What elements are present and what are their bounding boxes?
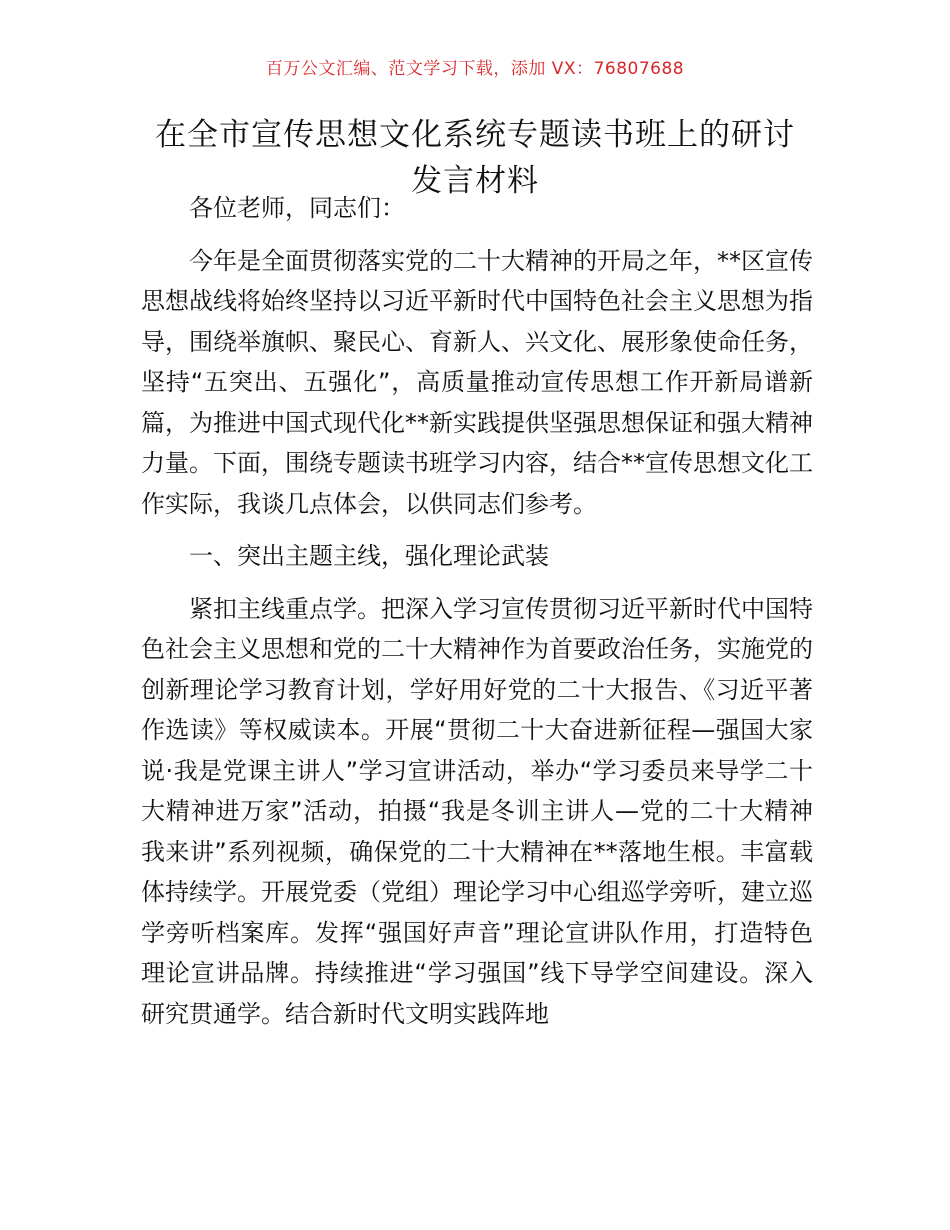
- header-banner: 百万公文汇编、范文学习下载，添加 VX：76807688: [265, 59, 685, 79]
- intro-paragraph: 今年是全面贯彻落实党的二十大精神的开局之年，**区宣传思想战线将始终坚持以习近平新时代中国特色社会主义思想为指导，围绕举旗帜、聚民心、育新人、兴文化、展形象使命任务，坚持“五突出、五强化”，高质量推动宣传思想工作开新局谱新篇，为推进中国式现代化**新实践提供坚强思想保证和强大精神力量。下面，围绕专题读书班学习内容，结合**宣传思想文化工作实际，我谈几点体会，以供同志们参考。: [141, 246, 813, 518]
- title-line-1: 在全市宣传思想文化系统专题读书班上的研讨: [155, 117, 795, 153]
- section-paragraph: 紧扣主线重点学。把深入学习宣传贯彻习近平新时代中国特色社会主义思想和党的二十大精神作为首要政治任务，实施党的创新理论学习教育计划，学好用好党的二十大报告、《习近平著作选读》等权威读本。开展“贯彻二十大奋进新征程—强国大家说·我是党课主讲人”学习宣讲活动，举办“学习委员来导学二十大精神进万家”活动，拍摄“我是冬训主讲人—党的二十大精神我来讲”系列视频，确保党的二十大精神在**落地生根。丰富载体持续学。开展党委（党组）理论学习中心组巡学旁听，建立巡学旁听档案库。发挥“强国好声音”理论宣讲队作用，打造特色理论宣讲品牌。持续推进“学习强国”线下导学空间建设。深入研究贯通学。结合新时代文明实践阵地: [141, 594, 813, 1028]
- section-heading: 一、突出主题主线，强化理论武装: [189, 542, 549, 570]
- document-body: [141, 188, 813, 1046]
- title-line-2: 发言材料: [411, 163, 539, 199]
- salutation: 各位老师，同志们：: [189, 194, 405, 222]
